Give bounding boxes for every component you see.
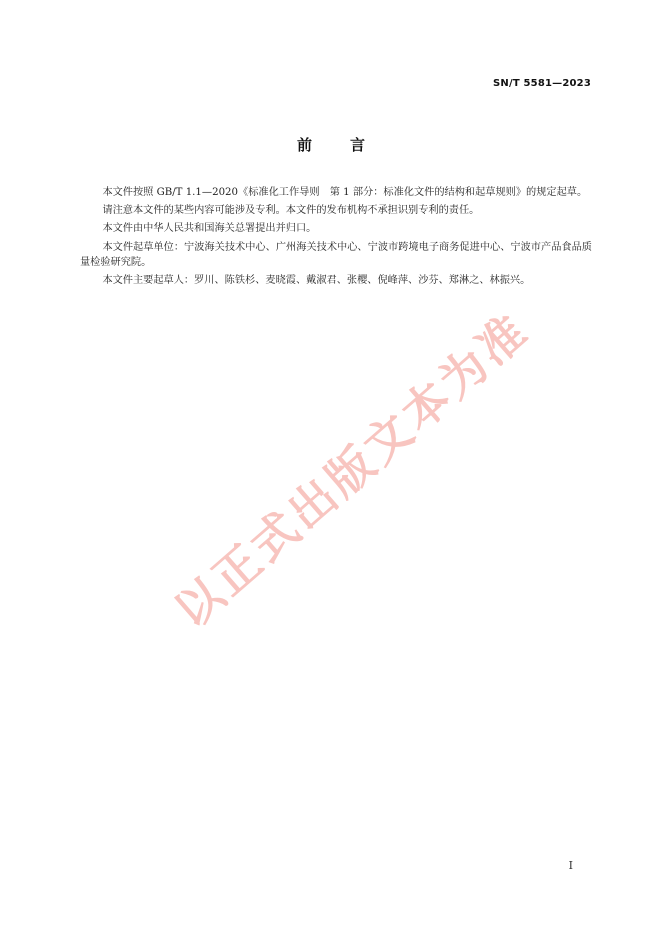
standard-code: SN/T 5581—2023	[493, 78, 591, 89]
paragraph-drafters: 本文件主要起草人：罗川、陈铁杉、麦晓霞、戴淑君、张樱、倪峰萍、沙芬、郑淋之、林振兴。	[102, 274, 531, 286]
watermark: 以正式出版文本为准	[164, 302, 540, 639]
paragraph-patent-notice: 请注意本文件的某些内容可能涉及专利。本文件的发布机构不承担识别专利的责任。	[102, 205, 480, 217]
page-number: I	[568, 859, 573, 872]
paragraph-drafting-units: 本文件起草单位：宁波海关技术中心、广州海关技术中心、宁波市跨境电子商务促进中心、宁波市产品食品质量检验研究院。	[80, 241, 592, 268]
foreword-body	[80, 185, 592, 291]
page-title: 前言	[296, 136, 403, 154]
paragraph-drafting-rules: 本文件按照 GB/T 1.1—2020《标准化工作导则 第 1 部分：标准化文件的结构和起草规则》的规定起草。	[102, 187, 588, 198]
paragraph-proposer: 本文件由中华人民共和国海关总署提出并归口。	[102, 223, 317, 235]
